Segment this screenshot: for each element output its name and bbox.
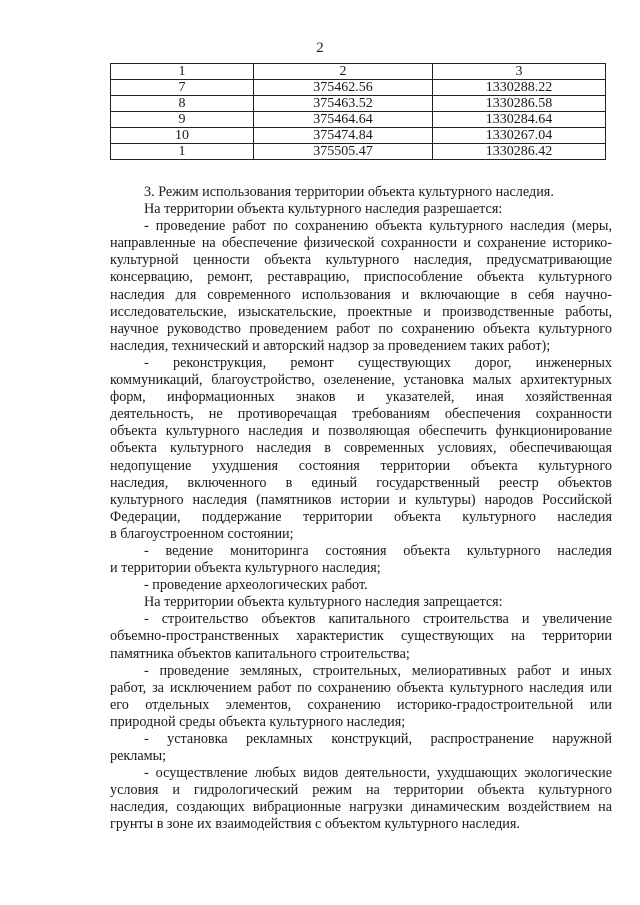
text-line: - проведение археологических работ. bbox=[144, 577, 368, 594]
table-header-row bbox=[111, 64, 606, 80]
table-row bbox=[111, 80, 606, 96]
table-row bbox=[111, 144, 606, 160]
coordinates-table bbox=[110, 63, 606, 160]
text-line: памятника объектов капитального строительства; bbox=[110, 645, 410, 662]
text-line: исследовательские, изыскательские, проектные и производственные работы, bbox=[110, 303, 612, 320]
table-cell: 9 bbox=[111, 112, 254, 128]
text-line: объемно-пространственных характеристик существующих на территории bbox=[110, 628, 612, 645]
table-cell: 1330288.22 bbox=[433, 80, 606, 96]
table-cell: 1 bbox=[111, 144, 254, 160]
table-cell: 7 bbox=[111, 80, 254, 96]
table-cell: 1330267.04 bbox=[433, 128, 606, 144]
table-cell: 8 bbox=[111, 96, 254, 112]
text-line: 3. Режим использования территории объекта культурного наследия. bbox=[144, 184, 554, 200]
text-line: работ, за исключением работ по сохранению объекта культурного наследия или bbox=[110, 679, 612, 696]
text-line: - осуществление любых видов деятельности, ухудшающих экологические bbox=[144, 765, 612, 782]
text-line: На территории объекта культурного наследия запрещается: bbox=[144, 594, 503, 611]
text-line: недопущение ухудшения состояния территории объекта культурного bbox=[110, 457, 612, 474]
text-line: - ведение мониторинга состояния объекта культурного наследия bbox=[144, 542, 612, 559]
table-cell: 1 bbox=[111, 64, 254, 80]
table-cell: 3 bbox=[433, 64, 606, 80]
text-line: - проведение работ по сохранению объекта культурного наследия (меры, bbox=[144, 218, 612, 235]
table-row bbox=[111, 112, 606, 128]
text-line: форм, информационных знаков и указателей, иная хозяйственная bbox=[110, 389, 612, 406]
text-line: Федерации, поддержание территории объекта культурного наследия bbox=[110, 508, 612, 525]
table-cell: 1330286.42 bbox=[433, 144, 606, 160]
table-cell: 2 bbox=[254, 64, 433, 80]
text-line: деятельность, не противоречащая требованиям обеспечения сохранности bbox=[110, 406, 612, 423]
table-cell: 1330284.64 bbox=[433, 112, 606, 128]
text-line: объекта культурного наследия в современных условиях, обеспечивающая bbox=[110, 440, 612, 457]
text-line: - строительство объектов капитального строительства и увеличение bbox=[144, 611, 612, 628]
text-line: грунты в зоне их взаимодействия с объектом культурного наследия. bbox=[110, 816, 520, 833]
text-line: - установка рекламных конструкций, распространение наружной bbox=[144, 731, 612, 747]
table-cell: 375463.52 bbox=[254, 96, 433, 112]
text-line: объекта культурного наследия и позволяющая обеспечить функционирование bbox=[110, 423, 612, 440]
text-line: наследия для современного использования и включающие в себя научно- bbox=[110, 286, 612, 303]
table-cell: 1330286.58 bbox=[433, 96, 606, 112]
text-line: наследия, создающих вибрационные нагрузки динамическим воздействием на bbox=[110, 799, 612, 816]
table-cell: 375474.84 bbox=[254, 128, 433, 144]
text-line: в благоустроенном состоянии; bbox=[110, 525, 294, 542]
text-line: - проведение земляных, строительных, мелиоративных работ и иных bbox=[144, 662, 612, 679]
page-number: 2 bbox=[316, 40, 324, 56]
table-cell: 375462.56 bbox=[254, 80, 433, 96]
text-line: культурного наследия (памятников истории и культуры) народов Российской bbox=[110, 491, 612, 508]
text-line: рекламы; bbox=[110, 748, 167, 765]
text-line: условия и гидрологический режим на территории объекта культурного bbox=[110, 782, 612, 799]
text-line: коммуникаций, благоустройство, озеленение, установка малых архитектурных bbox=[110, 372, 612, 389]
text-line: направленные на обеспечение физической сохранности и сохранение историко- bbox=[110, 235, 612, 252]
table-row bbox=[111, 96, 606, 112]
table-cell: 375464.64 bbox=[254, 112, 433, 128]
table-cell: 10 bbox=[111, 128, 254, 144]
text-line: наследия, технический и авторский надзор за проведением таких работ); bbox=[110, 337, 551, 354]
table-row bbox=[111, 128, 606, 144]
document-body bbox=[110, 184, 612, 834]
text-line: природной среды объекта культурного наследия; bbox=[110, 713, 406, 730]
text-line: - реконструкция, ремонт существующих дорог, инженерных bbox=[144, 354, 612, 371]
text-line: его отдельных элементов, сохранению историко-градостроительной или bbox=[110, 696, 612, 713]
table-cell: 375505.47 bbox=[254, 144, 433, 160]
text-line: наследия, включенного в единый государственный реестр объектов bbox=[110, 474, 612, 491]
text-line: научное руководство проведением работ по сохранению объекта культурного bbox=[110, 320, 612, 337]
text-line: На территории объекта культурного наследия разрешается: bbox=[144, 201, 503, 218]
text-line: культурной ценности объекта культурного наследия, предусматривающие bbox=[110, 252, 612, 269]
text-line: консервацию, ремонт, реставрацию, приспособление объекта культурного bbox=[110, 269, 612, 286]
text-line: и территории объекта культурного наследия; bbox=[110, 560, 381, 577]
